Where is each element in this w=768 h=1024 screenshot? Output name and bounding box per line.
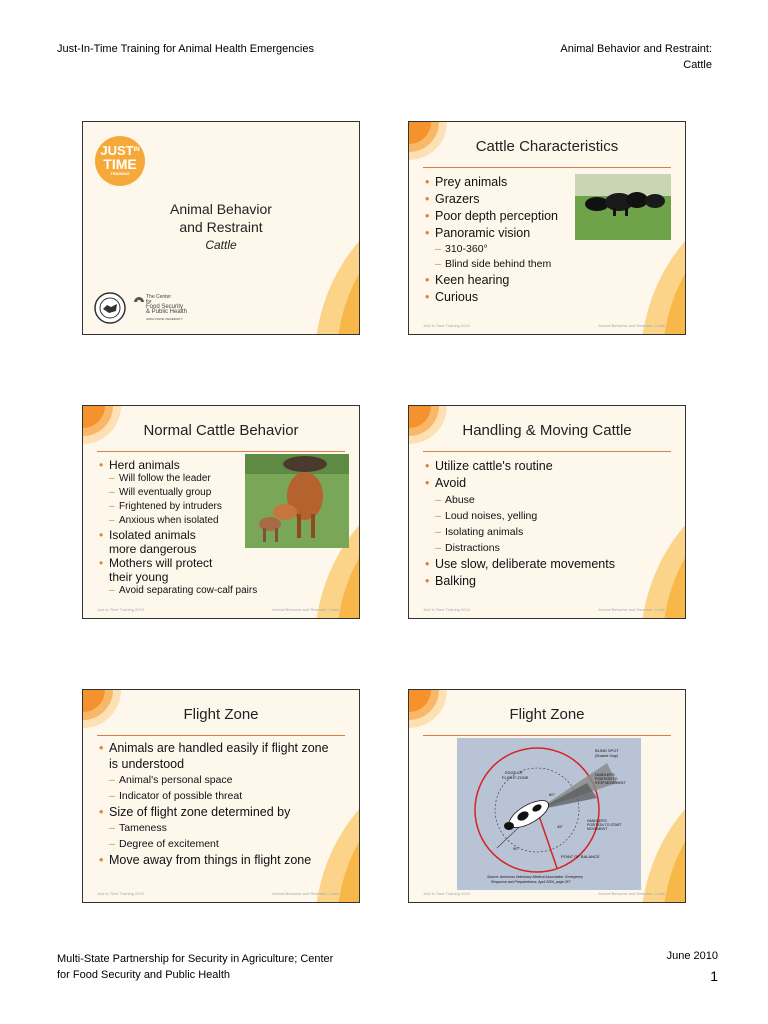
slide-3-heading: Normal Cattle Behavior (143, 422, 299, 439)
page-header-left: Just-In-Time Training for Animal Health Emergencies (57, 43, 314, 55)
slide-5-flight-zone (82, 689, 360, 903)
slide-3-bullets (99, 458, 258, 598)
bullet: • Poor depth perception (425, 208, 558, 225)
bullet: • Panoramic vision (425, 225, 558, 242)
bullet: • Curious (425, 289, 558, 306)
bullet: • Avoid (425, 475, 615, 492)
sub-bullet: – 310-360° (425, 242, 558, 257)
sub-bullet: – Isolating animals (425, 524, 615, 540)
label-stop-1: HANDLER'S (595, 773, 615, 777)
diagram-source-2: Response and Preparedness, April 2006, page 267 (491, 880, 571, 884)
slide-footer-left: Just In Time Training 2010 (423, 607, 470, 612)
slide-4-heading: Handling & Moving Cattle (462, 422, 632, 439)
bullet: • Animals are handled easily if flight zone is understood (99, 740, 329, 772)
slide-footer-right: Animal Behavior and Restraint: Cattle (598, 607, 665, 612)
slide-4-bullets (425, 458, 615, 590)
header-right-line-1: Animal Behavior and Restraint: (560, 43, 712, 55)
label-angle-45: 45° (557, 824, 564, 829)
slide-footer-left: Just In Time Training 2010 (97, 891, 144, 896)
slide-3-normal-cattle-behavior (82, 405, 360, 619)
bullet: • Grazers (425, 191, 558, 208)
logo-in: IN (133, 147, 140, 153)
page-footer-left (57, 951, 333, 983)
page-header-right (560, 41, 712, 73)
sub-bullet: – Anxious when isolated (99, 514, 249, 528)
footer-left-line-1: Multi-State Partnership for Security in Agriculture; Center (57, 953, 334, 965)
label-blind-spot: BLIND SPOT (595, 748, 619, 753)
bullet: • Move away from things in flight zone (99, 852, 339, 868)
label-angle-90: 90° (513, 846, 520, 851)
label-edge-1: EDGE OF (505, 770, 524, 775)
diagram-source-1: Source: American Veterinary Medical Association, Emergency (487, 875, 583, 879)
slide-footer-right: Animal Behavior and Restraint: Cattle (272, 891, 339, 896)
label-stop-3: STOP MOVEMENT (595, 781, 626, 785)
logo-time: TIME (103, 156, 137, 172)
sub-bullet: – Degree of excitement (99, 836, 339, 852)
label-stop-2: POSITION TO (595, 777, 618, 781)
page-footer-right (667, 948, 718, 984)
sub-bullet: – Loud noises, yelling (425, 508, 615, 524)
footer-date: June 2010 (666, 950, 718, 962)
slide-6-heading: Flight Zone (509, 706, 585, 723)
slide-1-heading (83, 200, 359, 254)
title-rule (97, 451, 345, 452)
cfsph-line-3: Food Security (146, 304, 184, 310)
slide-1-title (82, 121, 360, 335)
cow-and-calf-photo (245, 454, 349, 548)
cfsph-line-2: for (146, 299, 152, 305)
label-start-2: POSITION TO START (587, 823, 622, 827)
bullet: • Isolated animals more dangerous (99, 528, 221, 556)
sub-bullet: – Distractions (425, 540, 615, 556)
header-right-line-2: Cattle (683, 59, 712, 71)
title-rule (423, 735, 671, 736)
cfsph-tag: IOWA STATE UNIVERSITY (146, 317, 183, 321)
title-rule (97, 735, 345, 736)
sub-bullet: – Indicator of possible threat (99, 788, 339, 804)
title-rule (423, 451, 671, 452)
bullet: • Balking (425, 573, 615, 590)
label-angle-60: 60° (549, 792, 556, 797)
slide-1-title-line-2: and Restraint (179, 219, 263, 235)
sub-bullet: – Avoid separating cow-calf pairs (99, 584, 319, 598)
logo-just: JUST (100, 143, 134, 158)
bullet: • Size of flight zone determined by (99, 804, 339, 820)
slide-2-cattle-characteristics (408, 121, 686, 335)
label-start-1: HANDLER'S (587, 819, 607, 823)
sub-bullet: – Abuse (425, 492, 615, 508)
slide-footer-right: Animal Behavior and Restraint: Cattle (598, 323, 665, 328)
label-blind-spot-sub: (Shaded Gray) (595, 754, 618, 758)
slide-5-heading: Flight Zone (183, 706, 259, 723)
sub-bullet: – Blind side behind them (425, 257, 558, 272)
slide-decoration (620, 483, 686, 619)
usda-seal (94, 292, 126, 324)
bullet: • Herd animals (99, 458, 249, 472)
slide-footer-left: Just In Time Training 2010 (97, 607, 144, 612)
footer-left-line-2: for Food Security and Public Health (57, 969, 231, 981)
slide-footer-left: Just In Time Training 2010 (423, 891, 470, 896)
slide-footer-right: Animal Behavior and Restraint: Cattle (598, 891, 665, 896)
cfsph-mark-icon (133, 296, 145, 308)
slide-1-title-line-1: Animal Behavior (170, 201, 272, 217)
sub-bullet: – Will follow the leader (99, 472, 249, 486)
slide-2-bullets (425, 174, 558, 306)
sub-bullet: – Animal's personal space (99, 772, 339, 788)
slide-2-heading: Cattle Characteristics (475, 138, 619, 155)
page-number: 1 (710, 968, 718, 984)
slide-5-bullets (99, 740, 339, 868)
label-start-3: MOVEMENT (587, 827, 608, 831)
slide-6-flight-zone-diagram (408, 689, 686, 903)
just-in-time-logo (95, 136, 145, 186)
slide-footer-right: Animal Behavior and Restraint: Cattle (272, 607, 339, 612)
title-rule (423, 167, 671, 168)
bullet: • Mothers will protect their young (99, 556, 239, 584)
label-edge-2: FLIGHT ZONE (502, 775, 529, 780)
bullet: • Utilize cattle's routine (425, 458, 615, 475)
sub-bullet: – Frightened by intruders (99, 500, 249, 514)
slide-1-subtitle: Cattle (205, 238, 237, 252)
flight-zone-diagram (457, 738, 641, 890)
slide-4-handling-moving-cattle (408, 405, 686, 619)
sub-bullet: – Will eventually group (99, 486, 249, 500)
label-point-of-balance: POINT OF BALANCE (561, 854, 600, 859)
bullet: • Keen hearing (425, 272, 558, 289)
grazing-cattle-photo (575, 174, 671, 240)
cfsph-line-4: & Public Health (146, 309, 188, 315)
logo-training: TRAINING (110, 171, 130, 176)
cfsph-line-1: The Center (146, 294, 172, 300)
sub-bullet: – Tameness (99, 820, 339, 836)
bullet: • Use slow, deliberate movements (425, 556, 615, 573)
slide-footer-left: Just In Time Training 2010 (423, 323, 470, 328)
bullet: • Prey animals (425, 174, 558, 191)
